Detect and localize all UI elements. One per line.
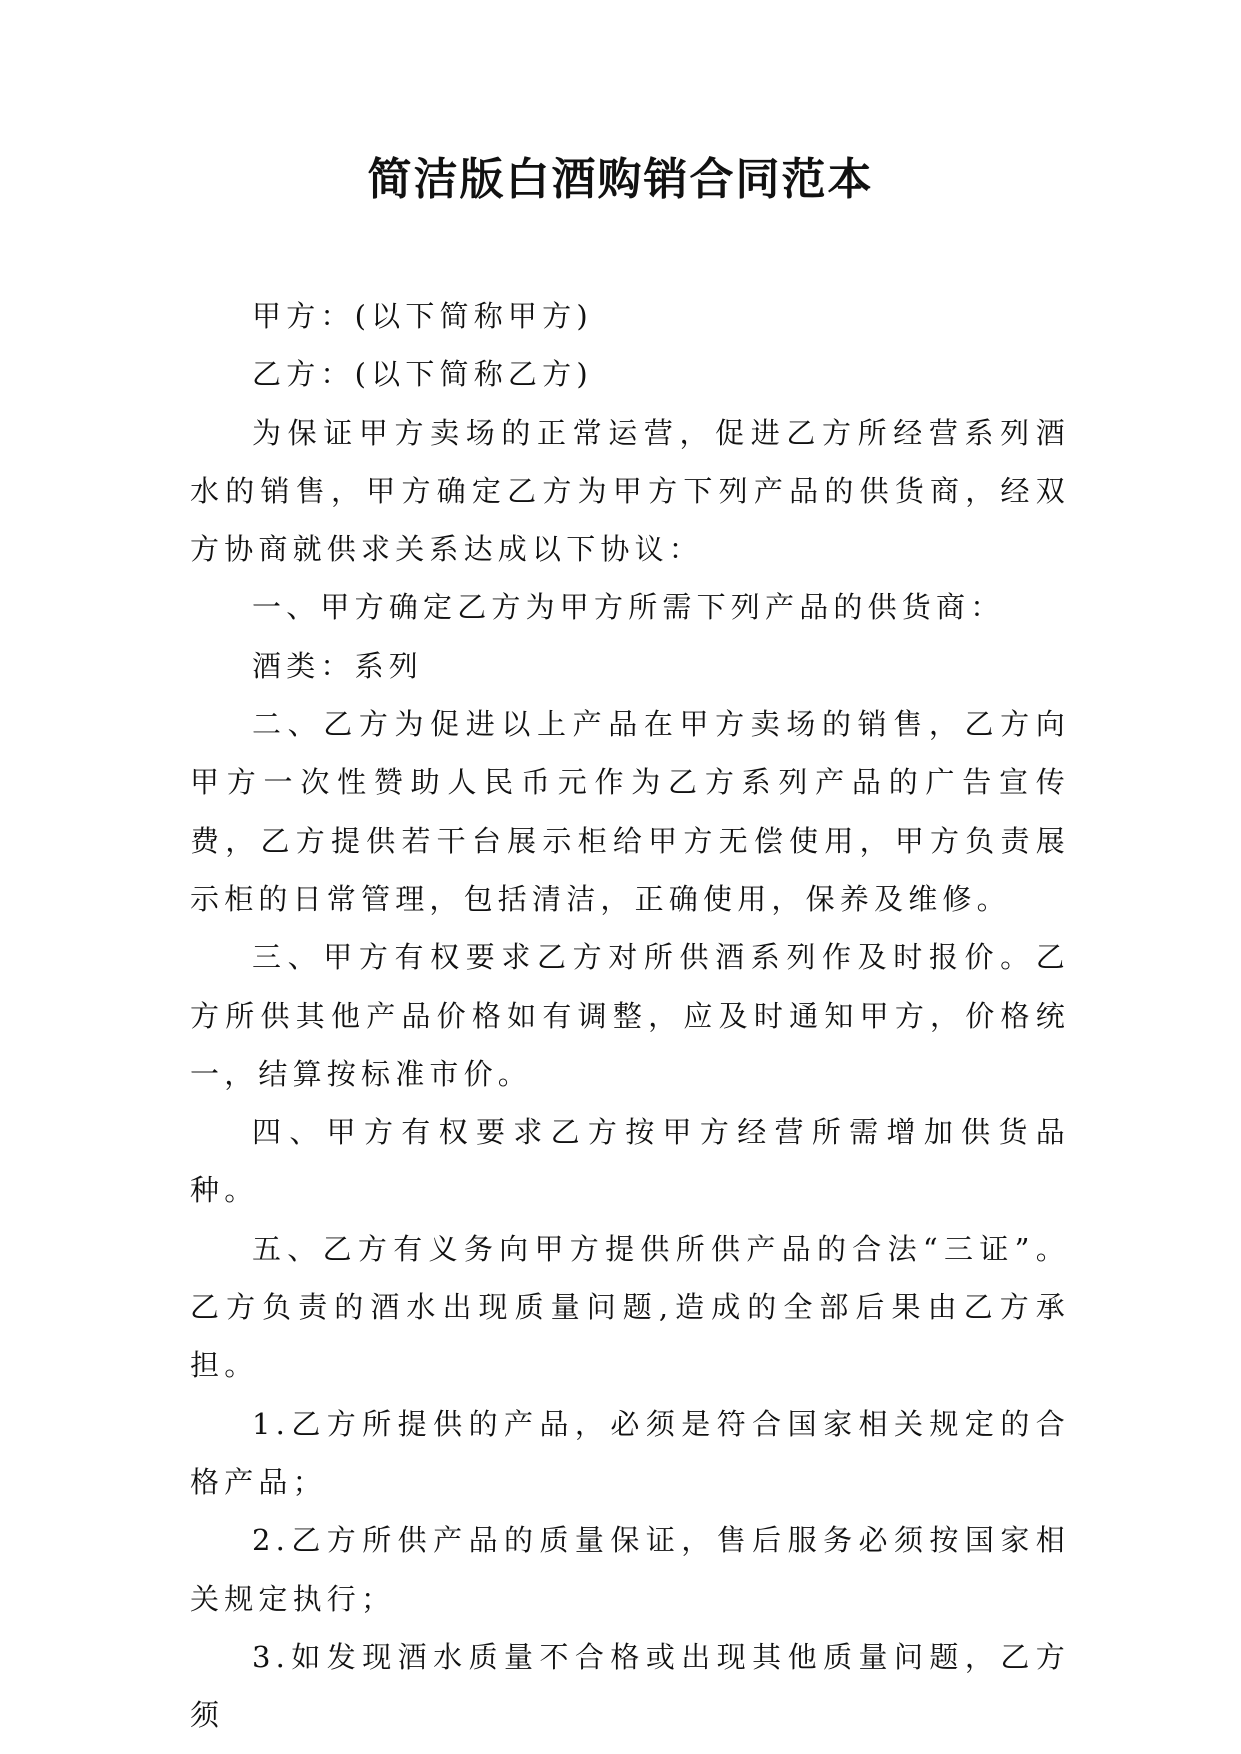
document-title: 简洁版白酒购销合同范本 [367, 154, 874, 205]
clause-4-paragraph: 四、甲方有权要求乙方按甲方经营所需增加供货品种。 [190, 1115, 1070, 1208]
clause-5-paragraph: 五、乙方有义务向甲方提供所供产品的合法“三证”。乙方负责的酒水出现质量问题,造成的全部后果由乙方承担。 [190, 1231, 1070, 1383]
party-a-line: 甲方：(以下简称甲方) [252, 299, 593, 333]
preamble-paragraph: 为保证甲方卖场的正常运营，促进乙方所经营系列酒水的销售，甲方确定乙方为甲方下列产品的供货商，经双方协商就供求关系达成以下协议： [190, 415, 1070, 567]
party-b-line: 乙方：(以下简称乙方) [252, 357, 593, 392]
clause-2-paragraph: 二、乙方为促进以上产品在甲方卖场的销售，乙方向甲方一次性赞助人民币元作为乙方系列产品的广告宣传费，乙方提供若干台展示柜给甲方无偿使用，甲方负责展示柜的日常管理，包括清洁，正确使用，保养及维修。 [190, 707, 1070, 916]
sub-clause-2-paragraph: 2.乙方所供产品的质量保证，售后服务必须按国家相关规定执行； [190, 1523, 1070, 1616]
clause-1-paragraph: 一、甲方确定乙方为甲方所需下列产品的供货商： [252, 590, 1005, 625]
sub-clause-1-paragraph: 1.乙方所提供的产品，必须是符合国家相关规定的合格产品； [190, 1406, 1070, 1499]
clause-3-paragraph: 三、甲方有权要求乙方对所供酒系列作及时报价。乙方所供其他产品价格如有调整，应及时通知甲方，价格统一，结算按标准市价。 [190, 940, 1070, 1091]
liquor-type-line: 酒类：系列 [252, 648, 424, 683]
sub-clause-3-paragraph: 3.如发现酒水质量不合格或出现其他质量问题，乙方须 [190, 1639, 1070, 1733]
document-body [190, 287, 1070, 1744]
